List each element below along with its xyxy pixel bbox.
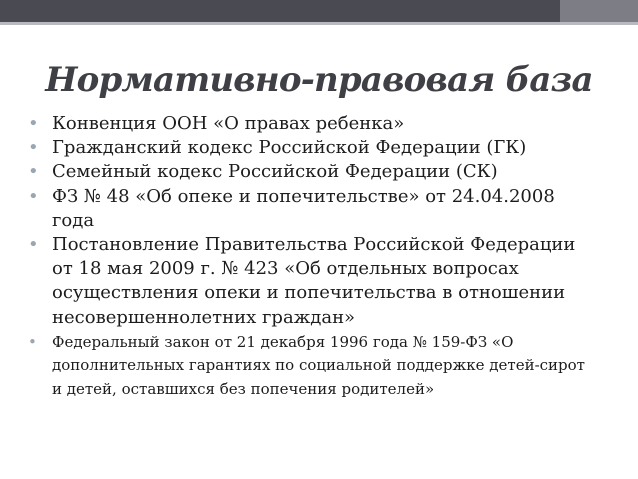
- list-item: [26, 112, 596, 136]
- top-decor-bar: [0, 0, 638, 22]
- list-item-text: ФЗ № 48 «Об опеке и попечительстве» от 24.04.2008 года: [52, 185, 555, 231]
- list-item: [26, 160, 596, 184]
- bullet-icon: •: [28, 137, 39, 159]
- list-item-text: Постановление Правительства Российской Федерации от 18 мая 2009 г. № 423 «Об отдельных вопросах осуществления опеки и попечительства в отношении несовершеннолетних граждан»: [52, 234, 576, 328]
- list-item: [26, 136, 596, 160]
- bullet-icon: •: [28, 113, 39, 134]
- bullet-icon: •: [28, 332, 37, 351]
- list-item-text: Конвенция ООН «О правах ребенка»: [52, 113, 405, 134]
- list-item: [26, 331, 596, 402]
- bullet-list: [26, 112, 596, 401]
- bullet-icon: •: [28, 234, 39, 256]
- list-item-text: Федеральный закон от 21 декабря 1996 года № 159-ФЗ «О дополнительных гарантиях по социальной поддержке детей-сирот и детей, оставшихся без попечения родителей»: [52, 332, 585, 398]
- list-item-text: Гражданский кодекс Российской Федерации (ГК): [52, 137, 527, 159]
- list-item: [26, 233, 596, 330]
- top-decor-bar-accent: [560, 0, 638, 22]
- top-decor-line: [0, 22, 638, 25]
- list-item-text: Семейный кодекс Российской Федерации (СК): [52, 161, 498, 183]
- slide-title: Нормативно-правовая база: [45, 60, 593, 100]
- bullet-icon: •: [28, 161, 39, 183]
- list-item: [26, 185, 596, 233]
- bullet-icon: •: [28, 185, 39, 207]
